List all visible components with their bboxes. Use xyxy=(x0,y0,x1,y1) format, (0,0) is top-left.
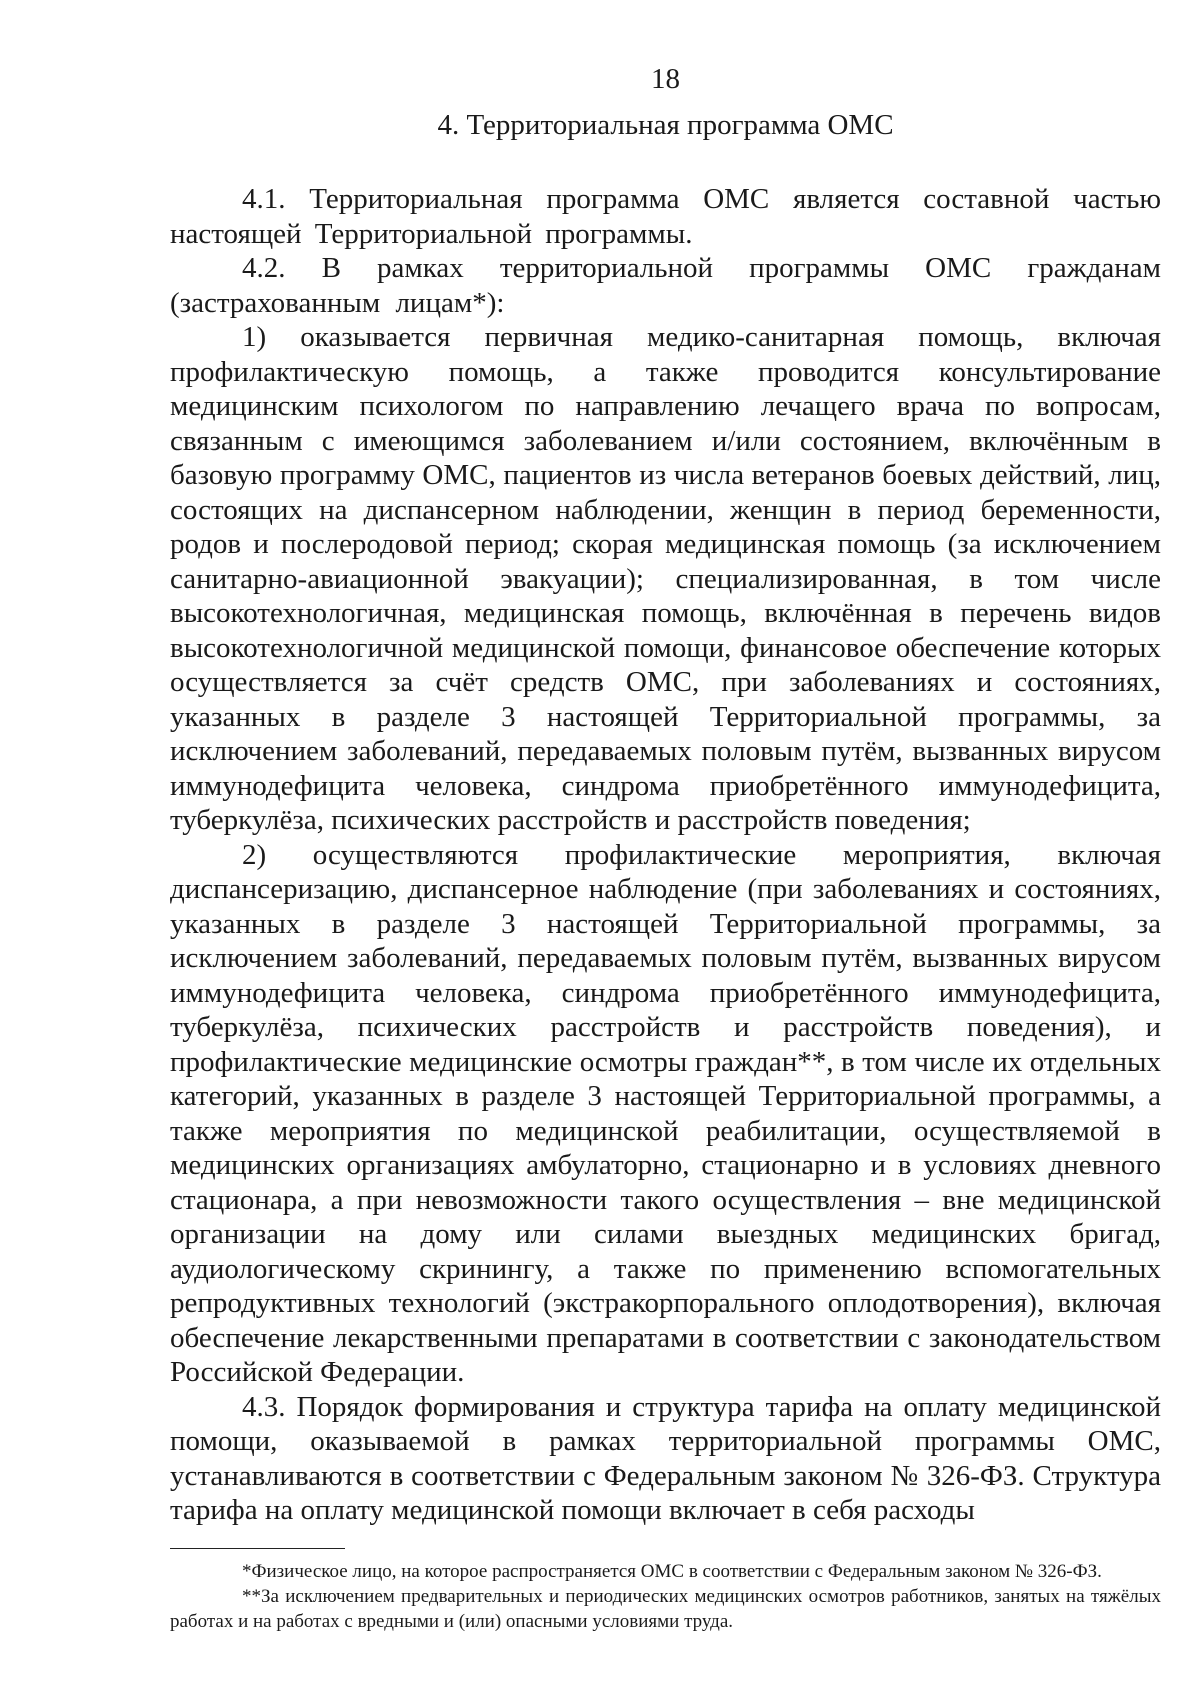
list-item-2: 2) осуществляются профилактические мероприятия, включая диспансеризацию, диспансерное наблюдение (при заболеваниях и состояниях, указанных в разделе 3 настоящей Территориальной программы, за исключением заболеваний, передаваемых половым путём, вызванных вирусом иммунодефицита человека, синдрома приобретённого иммунодефицита, туберкулёза, психических расстройств и расстройств поведения), и профилактические медицинские осмотры граждан**, в том числе их отдельных категорий, указанных в разделе 3 настоящей Территориальной программы, а также мероприятия по медицинской реабилитации, осуществляемой в медицинских организациях амбулаторно, стационарно и в условиях дневного стационара, а при невозможности такого осуществления – вне медицинской организации на дому или силами выездных медицинских бригад, аудиологическому скринингу, а также по применению вспомогательных репродуктивных технологий (экстракорпорального оплодотворения), включая обеспечение лекарственными препаратами в соответствии с законодательством Российской Федерации. xyxy=(170,838,1161,1388)
page-number: 18 xyxy=(651,63,680,95)
paragraph-4-1: 4.1. Территориальная программа ОМС является составной частью настоящей Территориальной программы. xyxy=(170,183,1161,250)
list-item-1: 1) оказывается первичная медико-санитарная помощь, включая профилактическую помощь, а также проводится консультирование медицинским психологом по направлению лечащего врача по вопросам, связанным с имеющимся заболеванием и/или состоянием, включённым в базовую программу ОМС, пациентов из числа ветеранов боевых действий, лиц, состоящих на диспансерном наблюдении, женщин в период беременности, родов и послеродовой период; скорая медицинская помощь (за исключением санитарно-авиационной эвакуации); специализированная, в том числе высокотехнологичная, медицинская помощь, включённая в перечень видов высокотехнологичной медицинской помощи, финансовое обеспечение которых осуществляется за счёт средств ОМС, при заболеваниях и состояниях, указанных в разделе 3 настоящей Территориальной программы, за исключением заболеваний, передаваемых половым путём, вызванных вирусом иммунодефицита человека, синдрома приобретённого иммунодефицита, туберкулёза, психических расстройств и расстройств поведения; xyxy=(170,321,1161,836)
footnote-separator xyxy=(170,1548,345,1549)
document-page xyxy=(170,62,1161,1634)
footnote-2: **За исключением предварительных и периодических медицинских осмотров работников, занятых на тяжёлых работах и на работах с вредными и (или) опасными условиями труда. xyxy=(170,1585,1161,1632)
footnote-1: *Физическое лицо, на которое распространяется ОМС в соответствии с Федеральным законом № 326-ФЗ. xyxy=(242,1560,1102,1582)
paragraph-4-2: 4.2. В рамках территориальной программы ОМС гражданам (застрахованным лицам*): xyxy=(170,252,1161,319)
paragraph-4-3: 4.3. Порядок формирования и структура тарифа на оплату медицинской помощи, оказываемой в рамках территориальной программы ОМС, устанавливаются в соответствии с Федеральным законом № 326-ФЗ. Структура тарифа на оплату медицинской помощи включает в себя расходы xyxy=(170,1390,1161,1526)
section-title: 4. Территориальная программа ОМС xyxy=(437,109,894,141)
